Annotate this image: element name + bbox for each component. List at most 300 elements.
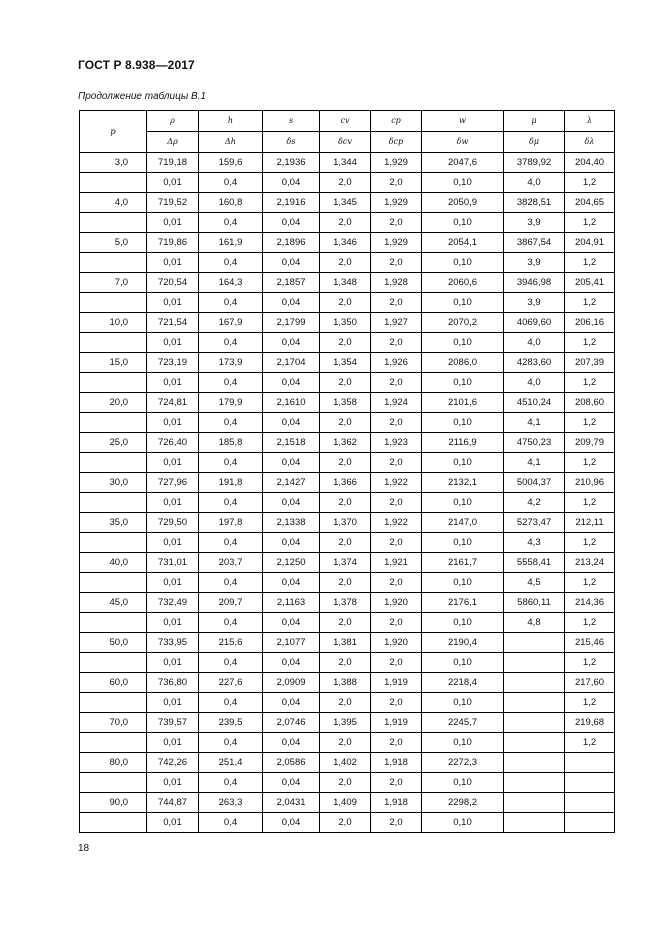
table-cell: 0,01	[147, 453, 199, 473]
table-cell: 1,2	[565, 173, 615, 193]
table-cell: 2,0	[371, 493, 422, 513]
table-cell: 721,54	[147, 313, 199, 333]
table-row	[80, 473, 615, 493]
table-cell: 1,409	[320, 793, 371, 813]
table-cell: 1,919	[371, 713, 422, 733]
table-cell: 0,4	[199, 253, 263, 273]
table-cell: 0,01	[147, 293, 199, 313]
table-cell: 2,1799	[263, 313, 320, 333]
table-cell: 215,46	[565, 633, 615, 653]
table-cell: 0,4	[199, 213, 263, 233]
table-cell: 0,10	[422, 493, 504, 513]
table-cell: 5558,41	[504, 553, 565, 573]
table-cell: 1,923	[371, 433, 422, 453]
table-cell: 0,01	[147, 173, 199, 193]
table-cell: 10,0	[80, 313, 147, 333]
table-cell: 2,0	[371, 733, 422, 753]
table-cell: 90,0	[80, 793, 147, 813]
header-rho: ρ	[147, 111, 199, 132]
table-row	[80, 533, 615, 553]
table-cell: 0,4	[199, 293, 263, 313]
header-delta-lambda: δλ	[565, 132, 615, 153]
table-cell: 2,1857	[263, 273, 320, 293]
table-cell	[80, 693, 147, 713]
table-cell: 3,9	[504, 293, 565, 313]
table-cell: 1,350	[320, 313, 371, 333]
table-cell: 0,4	[199, 333, 263, 353]
table-cell: 207,39	[565, 353, 615, 373]
table-cell: 4,0	[504, 173, 565, 193]
table-cell: 0,4	[199, 413, 263, 433]
table-header	[80, 111, 615, 153]
table-cell: 1,348	[320, 273, 371, 293]
table-cell: 208,60	[565, 393, 615, 413]
table-cell: 744,87	[147, 793, 199, 813]
table-cell: 0,04	[263, 493, 320, 513]
table-row	[80, 193, 615, 213]
table-cell: 2101,6	[422, 393, 504, 413]
table-cell: 1,354	[320, 353, 371, 373]
table-cell: 739,57	[147, 713, 199, 733]
table-cell: 3,9	[504, 253, 565, 273]
table-cell: 2147,0	[422, 513, 504, 533]
table-cell: 185,8	[199, 433, 263, 453]
table-cell: 1,2	[565, 253, 615, 273]
table-cell: 1,929	[371, 193, 422, 213]
table-cell: 2,1704	[263, 353, 320, 373]
table-cell: 2,0	[371, 813, 422, 833]
table-cell: 2,0	[320, 173, 371, 193]
table-cell: 0,10	[422, 373, 504, 393]
table-cell: 0,01	[147, 693, 199, 713]
data-table	[79, 110, 615, 833]
table-cell: 4,0	[504, 333, 565, 353]
table-cell	[504, 653, 565, 673]
table-row	[80, 313, 615, 333]
table-cell: 2,0	[320, 573, 371, 593]
table-cell: 4,0	[504, 373, 565, 393]
table-cell	[80, 573, 147, 593]
table-row	[80, 593, 615, 613]
table-cell: 0,4	[199, 773, 263, 793]
header-s: s	[263, 111, 320, 132]
table-cell: 4283,60	[504, 353, 565, 373]
table-cell: 2,0	[320, 733, 371, 753]
table-cell: 0,04	[263, 293, 320, 313]
table-cell: 0,01	[147, 773, 199, 793]
table-cell: 2,1916	[263, 193, 320, 213]
table-row	[80, 653, 615, 673]
table-cell: 2050,9	[422, 193, 504, 213]
table-cell: 0,04	[263, 213, 320, 233]
table-cell: 742,26	[147, 753, 199, 773]
table-cell: 4,0	[80, 193, 147, 213]
table-row	[80, 153, 615, 173]
table-cell	[504, 753, 565, 773]
table-cell: 1,402	[320, 753, 371, 773]
table-cell: 2,0	[320, 653, 371, 673]
table-cell	[80, 293, 147, 313]
header-p: p	[80, 111, 147, 153]
table-cell: 1,2	[565, 293, 615, 313]
table-cell: 2,0	[320, 373, 371, 393]
table-cell: 0,04	[263, 653, 320, 673]
table-cell: 227,6	[199, 673, 263, 693]
table-row	[80, 493, 615, 513]
table-cell: 204,40	[565, 153, 615, 173]
table-cell: 2,0	[371, 333, 422, 353]
table-cell: 1,2	[565, 653, 615, 673]
table-cell: 1,924	[371, 393, 422, 413]
table-cell: 1,362	[320, 433, 371, 453]
table-cell: 1,2	[565, 373, 615, 393]
table-cell: 1,929	[371, 153, 422, 173]
table-cell: 0,10	[422, 573, 504, 593]
table-cell: 40,0	[80, 553, 147, 573]
header-h: h	[199, 111, 263, 132]
table-cell	[565, 793, 615, 813]
table-cell: 0,01	[147, 373, 199, 393]
table-cell: 0,10	[422, 693, 504, 713]
table-cell	[80, 533, 147, 553]
table-cell: 191,8	[199, 473, 263, 493]
table-cell: 263,3	[199, 793, 263, 813]
table-cell: 736,80	[147, 673, 199, 693]
table-cell	[80, 813, 147, 833]
table-cell: 1,2	[565, 493, 615, 513]
header-delta-s: δs	[263, 132, 320, 153]
header-cv: cv	[320, 111, 371, 132]
table-cell: 0,4	[199, 493, 263, 513]
table-cell: 2,0	[320, 333, 371, 353]
table-cell: 60,0	[80, 673, 147, 693]
table-cell: 0,01	[147, 613, 199, 633]
header-cp: cp	[371, 111, 422, 132]
table-cell: 1,374	[320, 553, 371, 573]
table-cell: 1,2	[565, 693, 615, 713]
table-cell: 0,04	[263, 573, 320, 593]
table-cell: 0,04	[263, 173, 320, 193]
table-cell: 2,1338	[263, 513, 320, 533]
table-cell: 4,3	[504, 533, 565, 553]
table-row	[80, 513, 615, 533]
table-cell	[80, 253, 147, 273]
table-cell: 209,79	[565, 433, 615, 453]
table-cell: 1,2	[565, 733, 615, 753]
table-cell: 4069,60	[504, 313, 565, 333]
table-cell: 2,0	[371, 613, 422, 633]
table-cell: 1,378	[320, 593, 371, 613]
table-cell: 217,60	[565, 673, 615, 693]
table-cell: 0,04	[263, 533, 320, 553]
table-cell: 0,10	[422, 293, 504, 313]
table-cell: 0,04	[263, 373, 320, 393]
table-cell: 251,4	[199, 753, 263, 773]
table-cell: 70,0	[80, 713, 147, 733]
header-w: w	[422, 111, 504, 132]
table-cell: 0,10	[422, 813, 504, 833]
header-delta-cv: δcv	[320, 132, 371, 153]
table-cell: 1,346	[320, 233, 371, 253]
table-cell: 215,6	[199, 633, 263, 653]
table-cell	[80, 173, 147, 193]
table-cell: 727,96	[147, 473, 199, 493]
table-cell: 1,918	[371, 793, 422, 813]
table-cell: 0,01	[147, 413, 199, 433]
table-cell	[504, 813, 565, 833]
table-cell: 2,1427	[263, 473, 320, 493]
table-cell: 239,5	[199, 713, 263, 733]
table-cell: 2,0	[371, 213, 422, 233]
page-number: 18	[78, 843, 90, 854]
table-cell: 2,1896	[263, 233, 320, 253]
table-cell: 0,01	[147, 333, 199, 353]
table-cell	[504, 673, 565, 693]
table-cell: 0,01	[147, 573, 199, 593]
table-cell: 2,1163	[263, 593, 320, 613]
table-cell: 45,0	[80, 593, 147, 613]
table-cell: 1,345	[320, 193, 371, 213]
table-cell: 0,04	[263, 813, 320, 833]
table-cell: 2,0586	[263, 753, 320, 773]
table-cell: 164,3	[199, 273, 263, 293]
table-cell: 3789,92	[504, 153, 565, 173]
table-cell: 2,0	[320, 533, 371, 553]
table-cell: 206,16	[565, 313, 615, 333]
table-cell: 1,358	[320, 393, 371, 413]
table-cell: 0,10	[422, 733, 504, 753]
table-row	[80, 813, 615, 833]
table-cell: 0,04	[263, 413, 320, 433]
table-row	[80, 373, 615, 393]
table-cell: 0,4	[199, 373, 263, 393]
table-cell: 1,2	[565, 533, 615, 553]
table-cell: 2,0	[371, 173, 422, 193]
table-row	[80, 773, 615, 793]
header-delta-rho: Δρ	[147, 132, 199, 153]
table-cell: 731,01	[147, 553, 199, 573]
table-cell: 0,01	[147, 653, 199, 673]
table-cell: 0,01	[147, 493, 199, 513]
table-cell: 161,9	[199, 233, 263, 253]
table-cell: 5273,47	[504, 513, 565, 533]
table-cell: 0,4	[199, 573, 263, 593]
table-cell: 2086,0	[422, 353, 504, 373]
table-row	[80, 273, 615, 293]
table-cell: 160,8	[199, 193, 263, 213]
table-cell: 2,0	[371, 253, 422, 273]
table-cell	[80, 213, 147, 233]
table-cell: 0,10	[422, 653, 504, 673]
table-cell: 2,0	[371, 293, 422, 313]
table-cell: 0,4	[199, 813, 263, 833]
table-cell: 0,4	[199, 533, 263, 553]
table-cell: 1,918	[371, 753, 422, 773]
table-cell: 1,344	[320, 153, 371, 173]
table-cell: 50,0	[80, 633, 147, 653]
table-cell: 1,928	[371, 273, 422, 293]
table-cell: 2,0	[320, 613, 371, 633]
header-delta-cp: δcp	[371, 132, 422, 153]
table-cell: 159,6	[199, 153, 263, 173]
table-cell: 2,1936	[263, 153, 320, 173]
table-cell: 3,0	[80, 153, 147, 173]
table-cell: 723,19	[147, 353, 199, 373]
table-row	[80, 573, 615, 593]
table-cell	[565, 753, 615, 773]
table-cell: 205,41	[565, 273, 615, 293]
table-cell: 0,04	[263, 613, 320, 633]
table-cell: 2218,4	[422, 673, 504, 693]
table-cell: 0,01	[147, 813, 199, 833]
table-cell: 2,0	[320, 493, 371, 513]
table-row	[80, 453, 615, 473]
table-cell: 1,388	[320, 673, 371, 693]
table-cell: 3,9	[504, 213, 565, 233]
table-cell: 0,10	[422, 253, 504, 273]
table-cell: 0,10	[422, 773, 504, 793]
table-cell: 1,2	[565, 613, 615, 633]
table-cell: 719,86	[147, 233, 199, 253]
table-cell: 2047,6	[422, 153, 504, 173]
table-row	[80, 633, 615, 653]
table-row	[80, 613, 615, 633]
table-row	[80, 673, 615, 693]
table-cell: 4,2	[504, 493, 565, 513]
table-cell: 2,0909	[263, 673, 320, 693]
table-cell: 167,9	[199, 313, 263, 333]
table-cell: 2,0	[371, 533, 422, 553]
table-cell: 2,0	[320, 773, 371, 793]
table-body	[80, 153, 615, 833]
table-cell: 0,10	[422, 533, 504, 553]
table-cell: 733,95	[147, 633, 199, 653]
table-cell: 3867,54	[504, 233, 565, 253]
table-cell: 0,01	[147, 253, 199, 273]
table-cell: 1,921	[371, 553, 422, 573]
table-cell: 0,10	[422, 613, 504, 633]
table-cell: 2,0	[371, 413, 422, 433]
table-row	[80, 553, 615, 573]
table-cell: 4,1	[504, 413, 565, 433]
table-cell	[504, 773, 565, 793]
table-cell: 0,4	[199, 653, 263, 673]
table-cell	[80, 373, 147, 393]
table-cell: 4,1	[504, 453, 565, 473]
table-cell: 2,0	[371, 373, 422, 393]
table-cell: 4510,24	[504, 393, 565, 413]
header-delta-h: Δh	[199, 132, 263, 153]
table-cell	[504, 633, 565, 653]
table-cell: 2245,7	[422, 713, 504, 733]
table-cell: 210,96	[565, 473, 615, 493]
table-row	[80, 333, 615, 353]
document-title: ГОСТ Р 8.938—2017	[78, 58, 195, 72]
table-cell: 1,2	[565, 453, 615, 473]
table-cell: 2,0	[320, 453, 371, 473]
table-cell: 4750,23	[504, 433, 565, 453]
table-row	[80, 713, 615, 733]
table-cell: 2,0	[371, 573, 422, 593]
table-cell: 0,10	[422, 213, 504, 233]
table-cell: 213,24	[565, 553, 615, 573]
table-cell	[504, 733, 565, 753]
table-cell: 80,0	[80, 753, 147, 773]
table-cell	[565, 813, 615, 833]
table-cell: 2190,4	[422, 633, 504, 653]
table-cell: 1,2	[565, 573, 615, 593]
table-cell: 2,0	[320, 413, 371, 433]
table-cell: 1,920	[371, 593, 422, 613]
table-cell: 0,10	[422, 453, 504, 473]
table-cell	[504, 793, 565, 813]
table-cell: 2,0	[320, 253, 371, 273]
table-cell: 204,91	[565, 233, 615, 253]
table-cell	[80, 733, 147, 753]
table-row	[80, 433, 615, 453]
table-cell: 0,01	[147, 533, 199, 553]
table-row	[80, 693, 615, 713]
table-cell: 719,18	[147, 153, 199, 173]
header-delta-w: δw	[422, 132, 504, 153]
table-cell: 2,1518	[263, 433, 320, 453]
table-cell: 1,920	[371, 633, 422, 653]
table-cell	[565, 773, 615, 793]
table-cell: 0,04	[263, 773, 320, 793]
table-cell: 0,4	[199, 173, 263, 193]
table-cell: 0,10	[422, 413, 504, 433]
header-mu: μ	[504, 111, 565, 132]
table-cell: 7,0	[80, 273, 147, 293]
table-cell: 2,0746	[263, 713, 320, 733]
table-cell: 35,0	[80, 513, 147, 533]
table-cell: 732,49	[147, 593, 199, 613]
table-cell: 2298,2	[422, 793, 504, 813]
table-row	[80, 753, 615, 773]
table-cell: 5860,11	[504, 593, 565, 613]
table-cell: 1,922	[371, 513, 422, 533]
table-cell: 0,4	[199, 693, 263, 713]
table-cell	[80, 613, 147, 633]
table-cell: 2161,7	[422, 553, 504, 573]
table-cell	[504, 693, 565, 713]
table-cell: 1,927	[371, 313, 422, 333]
table-cell: 2,0	[320, 813, 371, 833]
table-cell: 25,0	[80, 433, 147, 453]
table-cell: 729,50	[147, 513, 199, 533]
table-row	[80, 793, 615, 813]
table-cell: 1,2	[565, 333, 615, 353]
table-cell: 0,10	[422, 173, 504, 193]
table-caption: Продолжение таблицы В.1	[78, 91, 206, 102]
table-cell: 2,0	[320, 213, 371, 233]
table-cell: 0,4	[199, 453, 263, 473]
table-cell: 197,8	[199, 513, 263, 533]
table-cell: 1,381	[320, 633, 371, 653]
table-cell: 0,04	[263, 253, 320, 273]
table-cell: 1,922	[371, 473, 422, 493]
table-cell	[80, 413, 147, 433]
header-lambda: λ	[565, 111, 615, 132]
table-cell: 2,0431	[263, 793, 320, 813]
table-cell: 179,9	[199, 393, 263, 413]
table-cell: 1,370	[320, 513, 371, 533]
table-cell: 5004,37	[504, 473, 565, 493]
table-cell: 0,04	[263, 453, 320, 473]
table-cell: 1,929	[371, 233, 422, 253]
table-cell: 173,9	[199, 353, 263, 373]
table-cell: 214,36	[565, 593, 615, 613]
